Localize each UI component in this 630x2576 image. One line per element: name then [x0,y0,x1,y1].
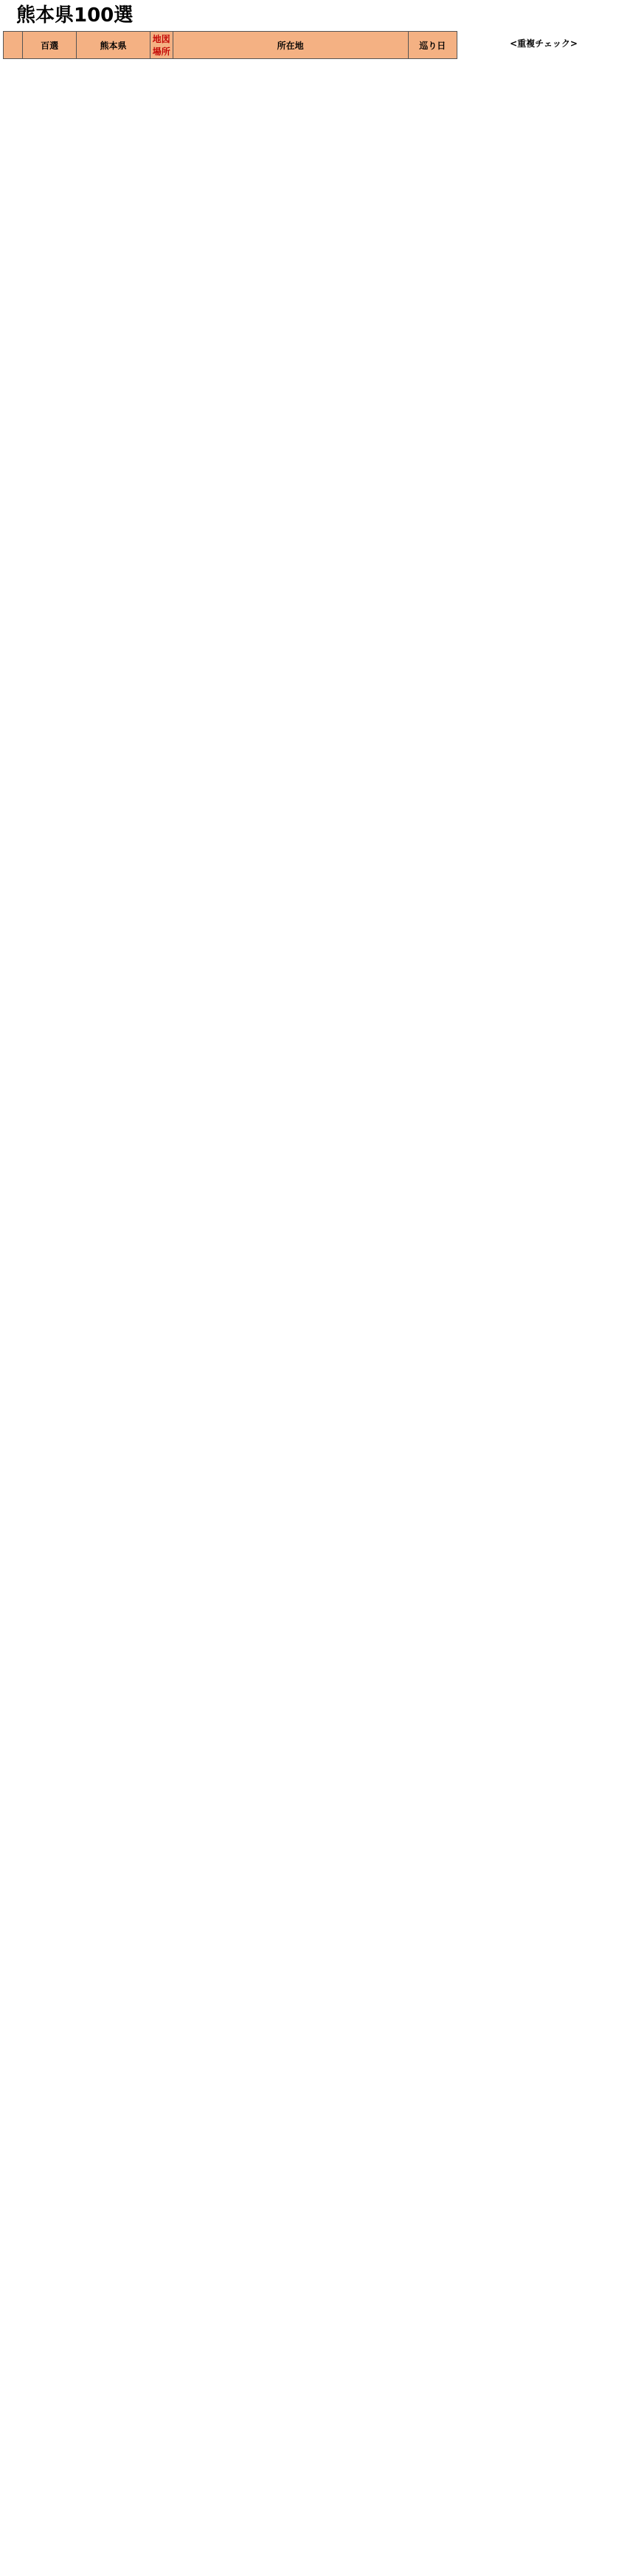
duplicate-check-table [465,31,623,55]
page-title: 熊本県100選 [16,4,134,27]
col-kumamoto: 熊本県 [76,32,150,59]
col-date: 巡り日 [408,32,457,59]
col-map: 地図場所 [150,32,173,59]
col-dup: <重複チェック> [510,38,578,49]
col-hyakusen: 百選 [23,32,77,59]
sites-table [3,31,457,59]
col-address: 所在地 [173,32,408,59]
col-no [4,32,23,59]
